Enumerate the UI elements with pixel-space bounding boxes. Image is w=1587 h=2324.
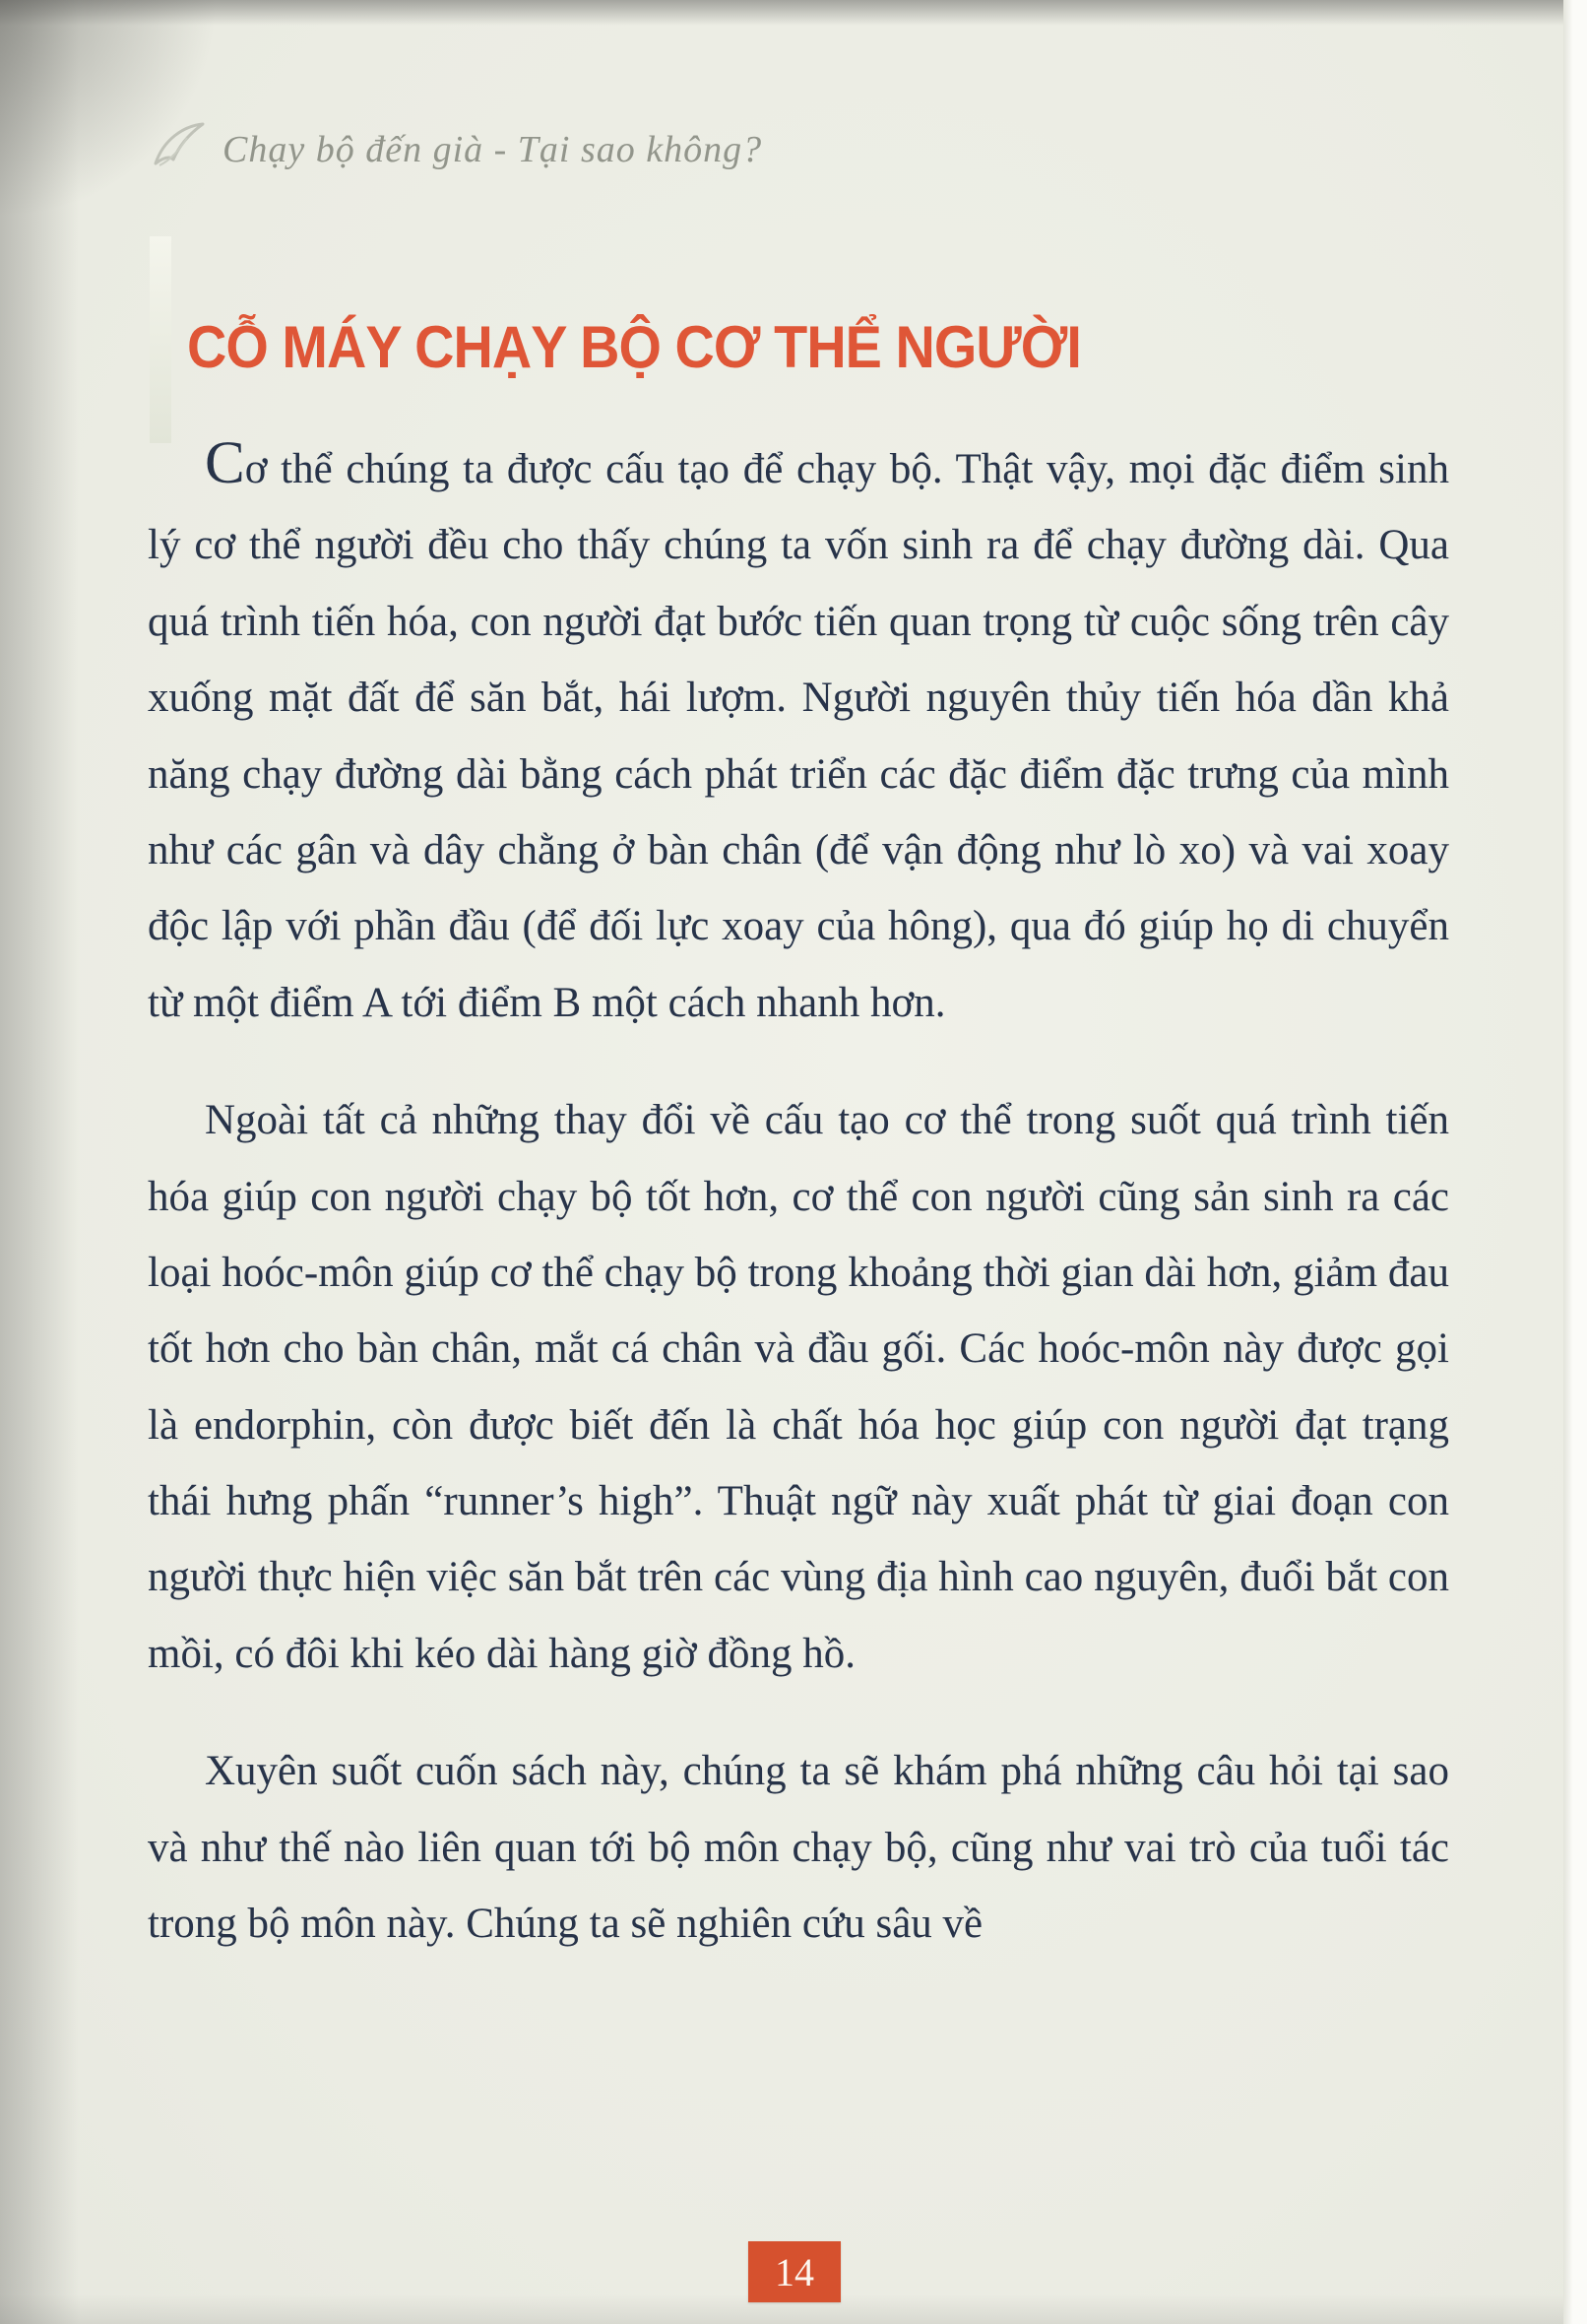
page-number-badge: 14 bbox=[748, 2241, 841, 2302]
page-edge-strip bbox=[1563, 0, 1587, 2324]
title-accent-bar bbox=[150, 236, 171, 443]
paragraph-2: Ngoài tất cả những thay đổi về cấu tạo cơ thể trong suốt quá trình tiến hóa giúp con người chạy bộ tốt hơn, cơ thể con người cũng sản sinh ra các loại hoóc-môn giúp cơ thể chạy bộ trong khoảng thời gian dài hơn, giảm đau tốt hơn cho bàn chân, mắt cá chân và đầu gối. Các hoóc-môn này được gọi là endorphin, còn được biết đến là chất hóa học giúp con người đạt trạng thái hưng phấn “runner’s high”. Thuật ngữ này xuất phát từ giai đoạn con người thực hiện việc săn bắt trên các vùng địa hình cao nguyên, đuổi bắt con mồi, có đôi khi kéo dài hàng giờ đồng hồ. bbox=[148, 1097, 1449, 1677]
body-text bbox=[148, 431, 1449, 2003]
running-header: Chạy bộ đến già - Tại sao không? bbox=[222, 129, 763, 170]
paragraph-3: Xuyên suốt cuốn sách này, chúng ta sẽ khám phá những câu hỏi tại sao và như thế nào liên quan tới bộ môn chạy bộ, cũng như vai trò của tuổi tác trong bộ môn này. Chúng ta sẽ nghiên cứu sâu về bbox=[148, 1748, 1449, 1948]
chapter-title: CỖ MÁY CHẠY BỘ CƠ THỂ NGƯỜI bbox=[187, 314, 1081, 381]
quill-icon bbox=[150, 120, 207, 171]
paragraph-1: Cơ thể chúng ta được cấu tạo để chạy bộ. Thật vậy, mọi đặc điểm sinh lý cơ thể người đều cho thấy chúng ta vốn sinh ra để chạy đường dài. Qua quá trình tiến hóa, con người đạt bước tiến quan trọng từ cuộc sống trên cây xuống mặt đất để săn bắt, hái lượm. Người nguyên thủy tiến hóa dần khả năng chạy đường dài bằng cách phát triển các đặc điểm đặc trưng của mình như các gân và dây chằng ở bàn chân (để vận động như lò xo) và vai xoay độc lập với phần đầu (để đối lực xoay của hông), qua đó giúp họ di chuyển từ một điểm A tới điểm B một cách nhanh hơn. bbox=[148, 430, 1449, 1026]
